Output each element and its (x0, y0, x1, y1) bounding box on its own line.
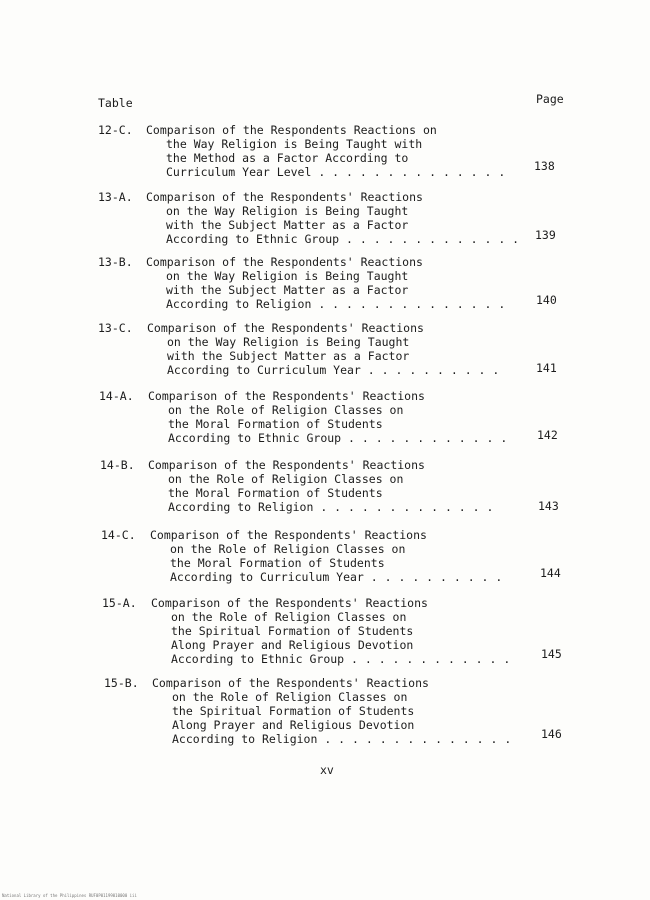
title-line: on the Role of Religion Classes on (168, 472, 404, 486)
page-number: 138 (534, 159, 555, 173)
title-line: the Moral Formation of Students (170, 556, 385, 570)
entry-title (146, 255, 506, 311)
table-number: 14-A. (99, 389, 134, 403)
page-number: 145 (541, 647, 562, 661)
title-line: the Moral Formation of Students (168, 486, 383, 500)
title-line: with the Subject Matter as a Factor (166, 218, 409, 232)
table-column-header: Table (98, 96, 133, 110)
title-line: with the Subject Matter as a Factor (166, 283, 409, 297)
title-line: According to Religion . . . . . . . . . . . . . . (172, 732, 512, 746)
table-number: 13-C. (98, 321, 133, 335)
page-number: 139 (535, 228, 556, 242)
title-line: Comparison of the Respondents' Reactions (151, 596, 428, 610)
title-line: the Moral Formation of Students (168, 417, 383, 431)
table-number: 15-A. (102, 596, 137, 610)
entry-title (148, 389, 508, 445)
page-number: 143 (538, 499, 559, 513)
entry-title (150, 528, 503, 584)
title-line: on the Role of Religion Classes on (172, 690, 408, 704)
title-line: on the Role of Religion Classes on (170, 542, 406, 556)
table-number: 13-A. (98, 190, 133, 204)
title-line: on the Way Religion is Being Taught (167, 335, 410, 349)
title-line: Comparison of the Respondents' Reactions (146, 190, 423, 204)
title-line: Along Prayer and Religious Devotion (171, 638, 414, 652)
library-watermark: National Library of the Philippines RUF0P01199010000 iii (2, 893, 137, 898)
page-number: 140 (536, 293, 557, 307)
entry-title (152, 676, 512, 746)
page-number: 141 (536, 361, 557, 375)
title-line: on the Way Religion is Being Taught (166, 269, 409, 283)
title-line: According to Ethnic Group . . . . . . . . . . . . (168, 431, 508, 445)
title-line: Along Prayer and Religious Devotion (172, 718, 415, 732)
title-line: the Way Religion is Being Taught with (166, 137, 423, 151)
title-line: Comparison of the Respondents Reactions on (146, 123, 437, 137)
title-line: the Spiritual Formation of Students (172, 704, 415, 718)
title-line: Comparison of the Respondents' Reactions (146, 255, 423, 269)
page-number: 144 (540, 566, 561, 580)
page-column-header: Page (536, 92, 564, 106)
title-line: the Spiritual Formation of Students (171, 624, 414, 638)
title-line: According to Religion . . . . . . . . . . . . . (168, 500, 494, 514)
entry-title (146, 123, 506, 179)
roman-page-number: xv (320, 763, 334, 777)
title-line: Comparison of the Respondents' Reactions (152, 676, 429, 690)
title-line: According to Curriculum Year . . . . . . . . . . (170, 570, 503, 584)
title-line: Curriculum Year Level . . . . . . . . . . . . . . (166, 165, 506, 179)
table-number: 12-C. (98, 123, 133, 137)
title-line: with the Subject Matter as a Factor (167, 349, 410, 363)
title-line: Comparison of the Respondents' Reactions (147, 321, 424, 335)
title-line: the Method as a Factor According to (166, 151, 409, 165)
title-line: on the Role of Religion Classes on (171, 610, 407, 624)
title-line: According to Religion . . . . . . . . . . . . . . (166, 297, 506, 311)
title-line: Comparison of the Respondents' Reactions (150, 528, 427, 542)
table-number: 14-C. (101, 528, 136, 542)
table-number: 13-B. (98, 255, 133, 269)
entry-title (151, 596, 511, 666)
page-number: 142 (537, 428, 558, 442)
title-line: on the Way Religion is Being Taught (166, 204, 409, 218)
title-line: Comparison of the Respondents' Reactions (148, 458, 425, 472)
table-number: 14-B. (100, 458, 135, 472)
title-line: According to Curriculum Year . . . . . . . . . . (167, 363, 500, 377)
title-line: According to Ethnic Group . . . . . . . . . . . . . (166, 232, 520, 246)
entry-title (148, 458, 494, 514)
title-line: on the Role of Religion Classes on (168, 403, 404, 417)
entry-title (147, 321, 500, 377)
entry-title (146, 190, 520, 246)
page-number: 146 (541, 727, 562, 741)
title-line: Comparison of the Respondents' Reactions (148, 389, 425, 403)
table-number: 15-B. (104, 676, 139, 690)
title-line: According to Ethnic Group . . . . . . . . . . . . (171, 652, 511, 666)
